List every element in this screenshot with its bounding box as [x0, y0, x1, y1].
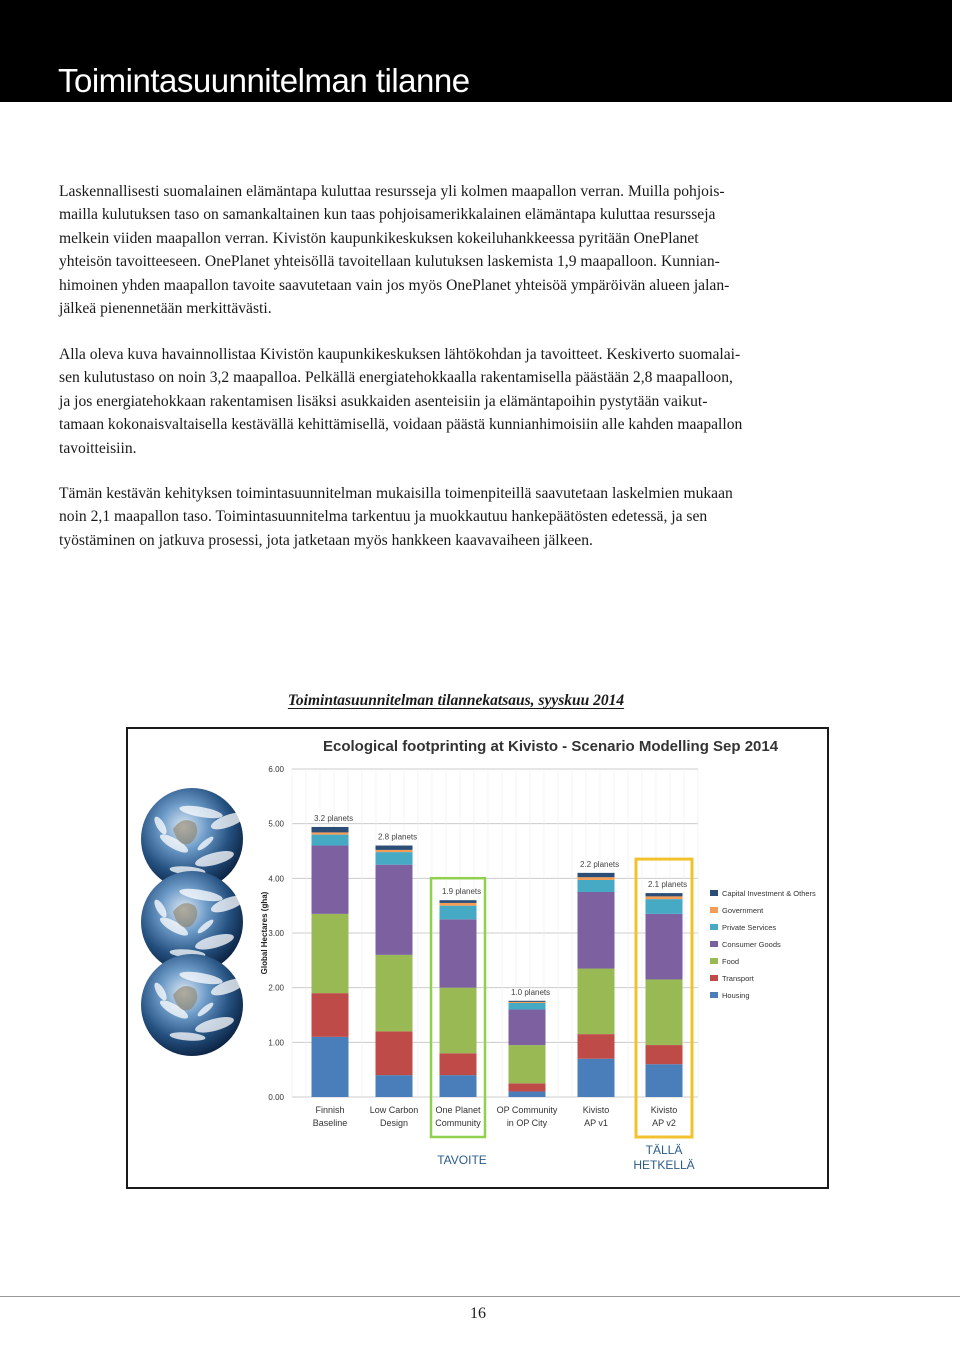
x-tick-label: OP Community — [496, 1105, 558, 1115]
bar-value-label: 2.2 planets — [580, 859, 620, 869]
y-tick-label: 0.00 — [268, 1093, 284, 1102]
legend-swatch — [710, 907, 718, 913]
y-tick-label: 1.00 — [268, 1038, 284, 1048]
x-tick-label: Kivisto — [650, 1105, 678, 1115]
x-tick-label: AP v1 — [584, 1118, 608, 1128]
bar-segment-food — [578, 969, 615, 1035]
page-number: 16 — [470, 1305, 486, 1322]
x-tick-label: Baseline — [312, 1118, 348, 1128]
x-tick-label: Low Carbon — [369, 1105, 419, 1115]
bar-segment-private-services — [646, 899, 683, 914]
legend-label: Housing — [722, 991, 750, 1000]
bar-segment-capital-investment-others — [646, 893, 683, 896]
bar-value-label: 2.1 planets — [648, 880, 688, 890]
bar-segment-government — [509, 1002, 546, 1003]
bar-segment-capital-investment-others — [312, 827, 349, 832]
legend-label: Government — [722, 906, 764, 915]
bar-value-label: 1.0 planets — [511, 987, 551, 997]
bar-segment-housing — [376, 1075, 413, 1097]
bar-segment-consumer-goods — [578, 892, 615, 969]
bar-segment-food — [440, 988, 477, 1054]
bar-segment-transport — [440, 1053, 477, 1075]
y-tick-label: 3.00 — [268, 929, 284, 938]
legend-swatch — [710, 924, 718, 930]
paragraph-2: Alla oleva kuva havainnollistaa Kivistön kaupunkikeskuksen lähtökohdan ja tavoitteet. Keskiverto suomalai- sen kulutustaso on noin 3,2 maapalloa. Pelkällä energiatehokkaalla rakentamisella päästään 2,8 maapalloon, ja jos energiatehokkaan rakentamisen lisäksi asukkaiden asenteisiin ja elämäntapoihin pystytään vaikut- tamaan kokonaisvaltaisella kestävällä kehittämisellä, voidaan päästä kunnianhimoisiin alle kahden maapallon tavoitteisiin. — [59, 346, 743, 457]
y-tick-label: 2.00 — [268, 983, 284, 993]
bar-segment-consumer-goods — [646, 914, 683, 980]
legend-swatch — [710, 958, 718, 964]
legend-swatch — [710, 941, 718, 947]
annotation-current-line1: TÄLLÄ — [645, 1143, 683, 1157]
legend-label: Transport — [722, 974, 754, 983]
bar-segment-food — [312, 914, 349, 993]
bar-segment-transport — [578, 1034, 615, 1059]
bar-segment-private-services — [440, 906, 477, 920]
paragraph-3: Tämän kestävän kehityksen toimintasuunnitelman mukaisilla toimenpiteillä saavutetaan laskelmien mukaan noin 2,1 maapallon taso. Toimintasuunnitelma tarkentuu ja muokkautuu hankepäätösten edetessä, ja sen työstäminen on jatkuva prosessi, jota jatketaan myös hankkeen kaavavaiheen jälkeen. — [59, 485, 733, 549]
footer-divider — [0, 1296, 960, 1297]
bar-value-label: 3.2 planets — [314, 813, 354, 823]
bar-segment-housing — [646, 1064, 683, 1097]
bar-segment-consumer-goods — [440, 919, 477, 987]
chart-title: Ecological footprinting at Kivisto - Scenario Modelling Sep 2014 — [323, 738, 779, 755]
x-tick-label: Design — [379, 1118, 409, 1128]
y-tick-label: 5.00 — [268, 819, 284, 829]
x-tick-label: in OP City — [506, 1118, 548, 1128]
bar-segment-consumer-goods — [509, 1010, 546, 1046]
paragraph-1: Laskennallisesti suomalainen elämäntapa kuluttaa resursseja yli kolmen maapallon verran. Muilla pohjois- mailla kulutuksen taso on samankaltainen kun taas pohjoisamerikkalainen elämäntapa kuluttaa resursseja melkein viiden maapallon verran. Kivistön kaupunkikeskuksen kokeiluhankkeessa pyritään OnePlanet yhteisön tavoitteeseen. OnePlanet yhteisöllä tavoitellaan kulutuksen laskemista 1,9 maapalloon. Kunnian- himoinen yhden maapallon tavoite saavutetaan vain jos myös OnePlanet yhteisöä ympäröivän alueen jalan- jälkeä pienennetään merkittävästi. — [59, 183, 730, 318]
annotation-current-line2: HETKELLÄ — [633, 1158, 695, 1172]
bar-segment-private-services — [376, 852, 413, 865]
bar-segment-capital-investment-others — [376, 846, 413, 850]
earth-globe-icon — [141, 954, 247, 1056]
legend-label: Consumer Goods — [722, 940, 781, 949]
bar-segment-government — [376, 850, 413, 852]
legend-swatch — [710, 975, 718, 981]
bar-segment-government — [312, 832, 349, 834]
bar-value-label: 1.9 planets — [442, 887, 482, 897]
page-title: Toimintasuunnitelman tilanne — [58, 62, 470, 99]
bar-segment-housing — [440, 1075, 477, 1097]
bar-segment-transport — [312, 993, 349, 1037]
bar-segment-consumer-goods — [312, 846, 349, 914]
bar-segment-capital-investment-others — [509, 1001, 546, 1002]
legend-label: Capital Investment & Others — [722, 889, 816, 898]
bar-segment-private-services — [312, 835, 349, 846]
bar-segment-private-services — [578, 880, 615, 892]
bar-segment-consumer-goods — [376, 865, 413, 955]
stacked-bar-chart — [128, 729, 827, 1187]
x-tick-label: Community — [435, 1118, 481, 1128]
chart-figure — [126, 727, 829, 1189]
x-tick-label: Finnish — [315, 1105, 345, 1115]
legend-swatch — [710, 992, 718, 998]
bar-segment-government — [440, 903, 477, 906]
bar-segment-transport — [376, 1031, 413, 1075]
bar-segment-housing — [312, 1037, 349, 1097]
bar-segment-capital-investment-others — [578, 873, 615, 877]
y-tick-label: 4.00 — [268, 874, 284, 884]
legend-swatch — [710, 890, 718, 896]
bar-segment-food — [646, 979, 683, 1045]
globe-group — [141, 788, 247, 1056]
bar-segment-government — [646, 896, 683, 899]
legend-label: Private Services — [722, 923, 777, 932]
x-tick-label: Kivisto — [582, 1105, 610, 1115]
bar-segment-capital-investment-others — [440, 900, 477, 903]
y-tick-label: 6.00 — [268, 765, 284, 774]
bar-segment-private-services — [509, 1003, 546, 1010]
y-axis-label: Global Hectares (gha) — [260, 891, 269, 975]
figure-caption: Toimintasuunnitelman tilannekatsaus, syyskuu 2014 — [287, 692, 625, 709]
bar-segment-food — [376, 955, 413, 1032]
bar-segment-housing — [578, 1059, 615, 1097]
legend-label: Food — [722, 957, 740, 966]
x-tick-label: AP v2 — [652, 1118, 676, 1128]
bar-segment-housing — [509, 1092, 546, 1097]
bar-segment-government — [578, 877, 615, 880]
bar-segment-transport — [646, 1045, 683, 1064]
bar-segment-transport — [509, 1083, 546, 1091]
annotation-target: TAVOITE — [437, 1153, 487, 1167]
bar-segment-food — [509, 1045, 546, 1083]
bar-value-label: 2.8 planets — [378, 832, 418, 842]
x-tick-label: One Planet — [435, 1105, 481, 1115]
